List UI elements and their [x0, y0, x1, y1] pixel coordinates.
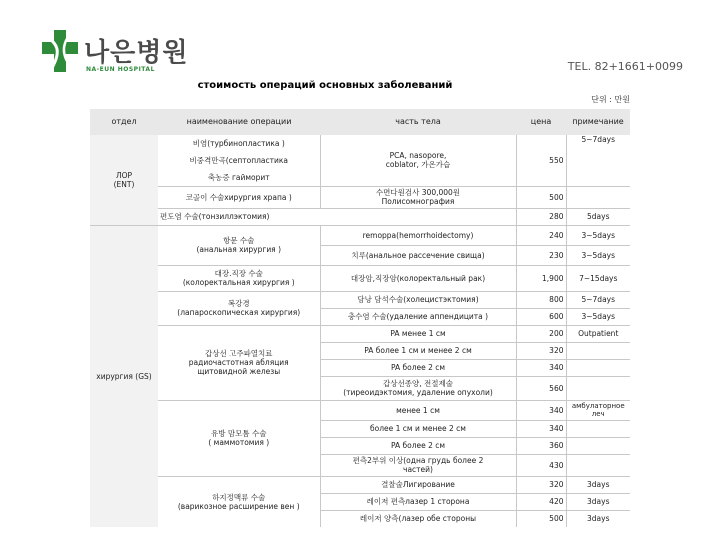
note-cell [566, 437, 630, 454]
table-row [90, 325, 630, 342]
note-cell: 3~5days [566, 225, 630, 245]
operation-cell: 비중격만곡(септопластика [189, 156, 289, 165]
price-cell: 340 [516, 400, 566, 420]
body-part-cell: 레이저 양측(лазер обе стороны [320, 510, 516, 527]
operation-cell: 코골이 수술хирургия храпа ) [158, 186, 320, 208]
body-part-cell: PA более 1 см и менее 2 см [320, 342, 516, 359]
operation-cell: 축농증 гайморит [207, 172, 270, 182]
table-row [90, 186, 630, 208]
unit-label: 단위 : 만원 [591, 95, 630, 104]
note-cell [566, 376, 630, 400]
price-cell: 320 [516, 342, 566, 359]
operation-cell: 비염(турбинопластика ) [192, 139, 285, 148]
operation-cell: 항문 수술 (анальная хирургия ) [158, 225, 320, 265]
body-part-cell: 결찰술Лигирование [320, 476, 516, 493]
price-cell: 800 [516, 291, 566, 308]
note-cell: амбулаторное леч [566, 400, 630, 420]
body-part-cell: 레이저 편측лазер 1 сторона [320, 493, 516, 510]
table-row [90, 291, 630, 308]
body-part-cell: 충수염 수술(удаление аппендицита ) [320, 308, 516, 325]
price-cell: 280 [516, 208, 566, 225]
operation-cell: 편도염 수술(тонзиллэктомия) [158, 208, 516, 225]
operation-cell: 갑상선 고주파열치료 радиочастотная абляция щитовидной железы [158, 325, 320, 400]
header-body-part: часть тела [320, 109, 516, 135]
cross-logo-icon [40, 28, 80, 74]
body-part-cell: 편측2부위 이상(одна грудь более 2 частей) [320, 454, 516, 476]
operation-cell: 하지정맥류 수술 (варикозное расширение вен ) [158, 476, 320, 527]
body-part-cell: 대장암,직장암(колоректальный рак) [320, 265, 516, 291]
note-cell: 3~5days [566, 245, 630, 265]
table-row [90, 208, 630, 225]
body-part-cell: 갑상선종양, 전절제술 (тиреоидэктомия, удаление опухоли) [320, 376, 516, 400]
body-part-cell: более 1 см и менее 2 см [320, 420, 516, 437]
phone-number: TEL. 82+1661+0099 [567, 60, 683, 73]
price-cell: 360 [516, 437, 566, 454]
operation-cell: 복강경 (лапароскопическая хирургия) [158, 291, 320, 325]
header-price: цена [516, 109, 566, 135]
note-cell: 3days [566, 510, 630, 527]
price-cell: 320 [516, 476, 566, 493]
table-header-row [90, 109, 630, 135]
dept-gs: хирургия (GS) [90, 225, 158, 527]
price-cell: 430 [516, 454, 566, 476]
price-cell: 340 [516, 420, 566, 437]
note-cell: 5days [566, 208, 630, 225]
note-cell: 3~5days [566, 308, 630, 325]
operation-cell: 대장.직장 수술 (колоректальная хирургия ) [158, 265, 320, 291]
table-row [90, 225, 630, 245]
table-row [90, 400, 630, 420]
body-part-cell: PA менее 1 см [320, 325, 516, 342]
note-cell [566, 169, 630, 186]
note-cell [566, 342, 630, 359]
price-cell: 340 [516, 359, 566, 376]
price-cell: 420 [516, 493, 566, 510]
page-title: стоимость операций основных заболеваний [197, 80, 453, 91]
note-cell [566, 152, 630, 169]
price-cell: 200 [516, 325, 566, 342]
body-part-cell: remoppa(hemorrhoidectomy) [320, 225, 516, 245]
body-part-cell: PCA, nasopore, coblator, 가온가습 [320, 135, 516, 186]
table-row [90, 476, 630, 493]
price-cell: 230 [516, 245, 566, 265]
table-row [90, 135, 630, 152]
note-cell [566, 359, 630, 376]
price-cell: 1,900 [516, 265, 566, 291]
note-cell: 3days [566, 476, 630, 493]
note-cell: Outpatient [566, 325, 630, 342]
body-part-cell: PA более 2 см [320, 359, 516, 376]
price-cell: 500 [516, 186, 566, 208]
brand-name: 나은병원 [84, 38, 189, 68]
table-row [90, 265, 630, 291]
price-table [90, 109, 630, 527]
note-cell: 5~7days [566, 291, 630, 308]
hospital-logo [40, 28, 210, 78]
price-cell: 500 [516, 510, 566, 527]
note-cell [566, 186, 630, 208]
body-part-cell: менее 1 см [320, 400, 516, 420]
note-cell [566, 420, 630, 437]
price-cell: 600 [516, 308, 566, 325]
note-cell: 5~7days [566, 135, 630, 152]
note-cell [566, 454, 630, 476]
operation-cell: 유방 맘모톰 수술 ( маммотомия ) [158, 400, 320, 476]
body-part-cell: 치루(анальное рассечение свища) [320, 245, 516, 265]
header-department: отдел [90, 109, 158, 135]
price-cell: 550 [516, 135, 566, 186]
body-part-cell: 수면다원검사 300,000원 Полисомнография [320, 186, 516, 208]
note-cell: 7~15days [566, 265, 630, 291]
header-operation: наименование операции [158, 109, 320, 135]
body-part-cell: PA более 2 см [320, 437, 516, 454]
price-cell: 560 [516, 376, 566, 400]
note-cell: 3days [566, 493, 630, 510]
header-note: примечание [566, 109, 630, 135]
dept-ent: ЛОР (ENT) [90, 135, 158, 225]
brand-subtitle: NA-EUN HOSPITAL [86, 66, 155, 73]
body-part-cell: 담낭 담석수술(холецистэктомия) [320, 291, 516, 308]
price-cell: 240 [516, 225, 566, 245]
